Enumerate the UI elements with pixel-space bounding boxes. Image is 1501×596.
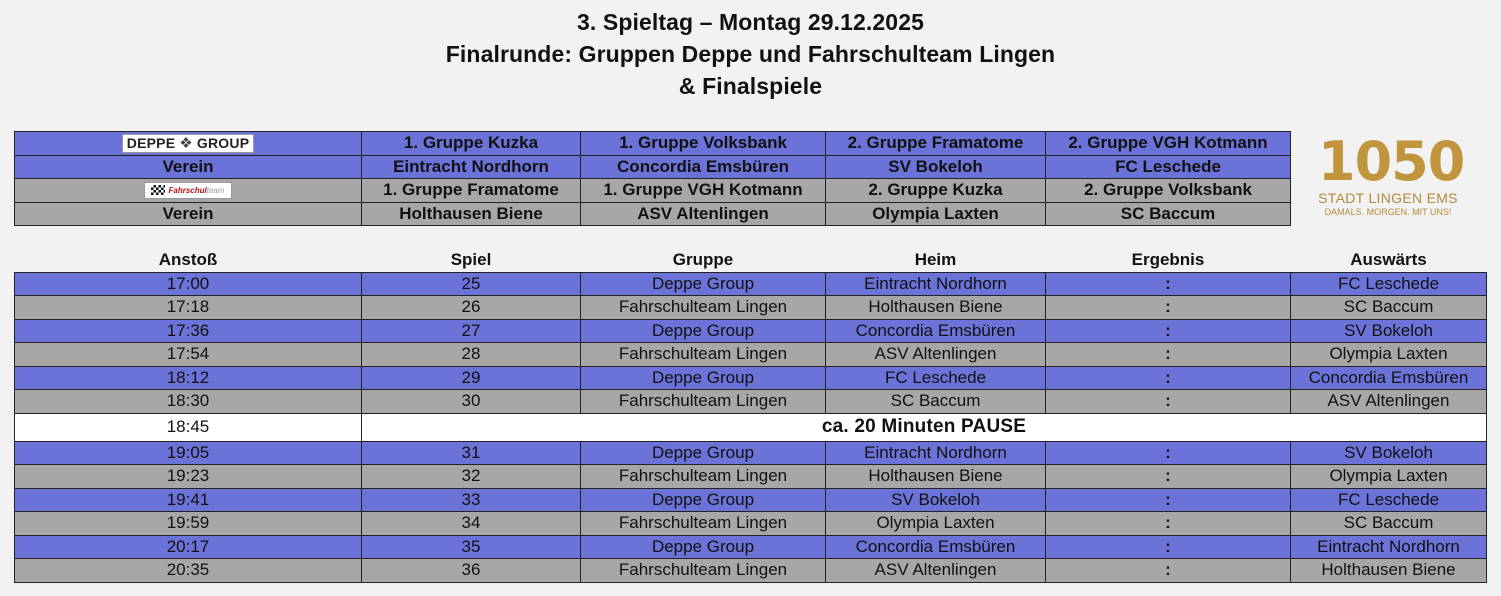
kickoff-time: 19:23 bbox=[15, 465, 362, 489]
groups-row bbox=[15, 132, 1291, 156]
groups-cell: 2. Gruppe Kuzka bbox=[826, 179, 1046, 203]
kickoff-time: 18:30 bbox=[15, 390, 362, 414]
result-cell: : bbox=[1046, 465, 1291, 489]
game-group: Fahrschulteam Lingen bbox=[581, 465, 826, 489]
stadt-logo-slogan: DAMALS. MORGEN. MIT UNS! bbox=[1324, 207, 1452, 217]
stadt-lingen-logo bbox=[1318, 130, 1465, 218]
game-row bbox=[15, 465, 1487, 489]
game-group: Deppe Group bbox=[581, 272, 826, 296]
groups-row-label: Verein bbox=[15, 155, 362, 179]
away-team: Concordia Emsbüren bbox=[1291, 366, 1487, 390]
deppe-logo-text: DEPPE bbox=[126, 135, 176, 152]
game-group: Fahrschulteam Lingen bbox=[581, 390, 826, 414]
deppe-logo-text2: GROUP bbox=[196, 135, 250, 152]
header-group: Gruppe bbox=[672, 250, 734, 270]
groups-row-label: Verein bbox=[15, 202, 362, 226]
groups-cell: 1. Gruppe Framatome bbox=[362, 179, 581, 203]
home-team: ASV Altenlingen bbox=[826, 559, 1046, 583]
away-team: Eintracht Nordhorn bbox=[1291, 535, 1487, 559]
pause-time: 18:45 bbox=[15, 413, 362, 441]
game-number: 25 bbox=[362, 272, 581, 296]
groups-cell: 2. Gruppe Framatome bbox=[826, 132, 1046, 156]
game-group: Deppe Group bbox=[581, 366, 826, 390]
groups-cell: Eintracht Nordhorn bbox=[362, 155, 581, 179]
groups-row bbox=[15, 179, 1291, 203]
game-number: 33 bbox=[362, 488, 581, 512]
game-group: Fahrschulteam Lingen bbox=[581, 296, 826, 320]
game-number: 35 bbox=[362, 535, 581, 559]
header-kickoff: Anstoß bbox=[158, 250, 218, 270]
checkered-flag-icon bbox=[151, 185, 165, 195]
game-row bbox=[15, 296, 1487, 320]
groups-cell: 2. Gruppe Volksbank bbox=[1046, 179, 1291, 203]
home-team: FC Leschede bbox=[826, 366, 1046, 390]
game-number: 36 bbox=[362, 559, 581, 583]
home-team: SV Bokeloh bbox=[826, 488, 1046, 512]
game-number: 26 bbox=[362, 296, 581, 320]
header-away: Auswärts bbox=[1350, 250, 1427, 270]
groups-row-label bbox=[15, 179, 362, 203]
game-group: Deppe Group bbox=[581, 319, 826, 343]
groups-cell: Holthausen Biene bbox=[362, 202, 581, 226]
game-number: 27 bbox=[362, 319, 581, 343]
groups-cell: 1. Gruppe Volksbank bbox=[581, 132, 826, 156]
result-cell: : bbox=[1046, 535, 1291, 559]
groups-cell: FC Leschede bbox=[1046, 155, 1291, 179]
game-number: 34 bbox=[362, 512, 581, 536]
away-team: Holthausen Biene bbox=[1291, 559, 1487, 583]
home-team: Concordia Emsbüren bbox=[826, 319, 1046, 343]
kickoff-time: 18:12 bbox=[15, 366, 362, 390]
game-group: Fahrschulteam Lingen bbox=[581, 512, 826, 536]
game-row bbox=[15, 512, 1487, 536]
game-group: Deppe Group bbox=[581, 488, 826, 512]
game-number: 31 bbox=[362, 441, 581, 465]
game-group: Deppe Group bbox=[581, 535, 826, 559]
title-final-games: & Finalspiele bbox=[678, 73, 823, 99]
fahrschulteam-logo bbox=[144, 182, 231, 199]
game-row bbox=[15, 343, 1487, 367]
result-cell: : bbox=[1046, 272, 1291, 296]
pause-row bbox=[15, 413, 1487, 441]
game-group: Deppe Group bbox=[581, 441, 826, 465]
header-home: Heim bbox=[914, 250, 957, 270]
away-team: FC Leschede bbox=[1291, 488, 1487, 512]
result-cell: : bbox=[1046, 488, 1291, 512]
game-number: 29 bbox=[362, 366, 581, 390]
result-cell: : bbox=[1046, 441, 1291, 465]
game-row bbox=[15, 272, 1487, 296]
result-cell: : bbox=[1046, 319, 1291, 343]
result-cell: : bbox=[1046, 559, 1291, 583]
result-cell: : bbox=[1046, 390, 1291, 414]
game-row bbox=[15, 441, 1487, 465]
groups-cell: Olympia Laxten bbox=[826, 202, 1046, 226]
away-team: SV Bokeloh bbox=[1291, 319, 1487, 343]
result-cell: : bbox=[1046, 512, 1291, 536]
groups-row-label bbox=[15, 132, 362, 156]
game-row bbox=[15, 488, 1487, 512]
pause-text: ca. 20 Minuten PAUSE bbox=[362, 413, 1487, 441]
kickoff-time: 20:17 bbox=[15, 535, 362, 559]
away-team: Olympia Laxten bbox=[1291, 343, 1487, 367]
schedule-header-row bbox=[15, 249, 1487, 272]
result-cell: : bbox=[1046, 343, 1291, 367]
game-row bbox=[15, 390, 1487, 414]
away-team: SC Baccum bbox=[1291, 296, 1487, 320]
groups-cell: SV Bokeloh bbox=[826, 155, 1046, 179]
kickoff-time: 17:18 bbox=[15, 296, 362, 320]
home-team: Concordia Emsbüren bbox=[826, 535, 1046, 559]
away-team: ASV Altenlingen bbox=[1291, 390, 1487, 414]
fahrschulteam-logo-text bbox=[168, 186, 224, 195]
kickoff-time: 17:00 bbox=[15, 272, 362, 296]
game-group: Fahrschulteam Lingen bbox=[581, 559, 826, 583]
groups-cell: ASV Altenlingen bbox=[581, 202, 826, 226]
away-team: SV Bokeloh bbox=[1291, 441, 1487, 465]
deppe-group-logo bbox=[122, 134, 254, 153]
away-team: SC Baccum bbox=[1291, 512, 1487, 536]
page-title-block bbox=[0, 6, 1501, 102]
groups-cell: 1. Gruppe Kuzka bbox=[362, 132, 581, 156]
result-cell: : bbox=[1046, 366, 1291, 390]
home-team: ASV Altenlingen bbox=[826, 343, 1046, 367]
groups-row bbox=[15, 202, 1291, 226]
home-team: Olympia Laxten bbox=[826, 512, 1046, 536]
game-row bbox=[15, 535, 1487, 559]
game-number: 30 bbox=[362, 390, 581, 414]
away-team: FC Leschede bbox=[1291, 272, 1487, 296]
groups-cell: SC Baccum bbox=[1046, 202, 1291, 226]
home-team: SC Baccum bbox=[826, 390, 1046, 414]
stadt-logo-name: STADT LINGEN EMS bbox=[1318, 190, 1458, 206]
game-row bbox=[15, 319, 1487, 343]
schedule-table bbox=[14, 249, 1487, 583]
kickoff-time: 19:59 bbox=[15, 512, 362, 536]
groups-cell: 2. Gruppe VGH Kotmann bbox=[1046, 132, 1291, 156]
header-result: Ergebnis bbox=[1131, 250, 1205, 270]
title-final-round: Finalrunde: Gruppen Deppe und Fahrschulteam Lingen bbox=[445, 41, 1056, 67]
groups-table bbox=[14, 131, 1291, 226]
kickoff-time: 19:05 bbox=[15, 441, 362, 465]
kickoff-time: 20:35 bbox=[15, 559, 362, 583]
home-team: Eintracht Nordhorn bbox=[826, 272, 1046, 296]
kickoff-time: 17:54 bbox=[15, 343, 362, 367]
kickoff-time: 17:36 bbox=[15, 319, 362, 343]
stadt-logo-number: 1050 bbox=[1318, 130, 1465, 193]
header-game: Spiel bbox=[450, 250, 492, 270]
fahr-logo-part1: Fahrschul bbox=[168, 185, 207, 195]
home-team: Eintracht Nordhorn bbox=[826, 441, 1046, 465]
deppe-logo-mark-icon: ❖ bbox=[179, 135, 193, 153]
result-cell: : bbox=[1046, 296, 1291, 320]
home-team: Holthausen Biene bbox=[826, 465, 1046, 489]
away-team: Olympia Laxten bbox=[1291, 465, 1487, 489]
game-number: 32 bbox=[362, 465, 581, 489]
title-matchday: 3. Spieltag – Montag 29.12.2025 bbox=[577, 9, 924, 35]
game-group: Fahrschulteam Lingen bbox=[581, 343, 826, 367]
game-row bbox=[15, 559, 1487, 583]
home-team: Holthausen Biene bbox=[826, 296, 1046, 320]
fahr-logo-part2: team bbox=[206, 185, 225, 195]
game-row bbox=[15, 366, 1487, 390]
groups-cell: 1. Gruppe VGH Kotmann bbox=[581, 179, 826, 203]
kickoff-time: 19:41 bbox=[15, 488, 362, 512]
game-number: 28 bbox=[362, 343, 581, 367]
groups-cell: Concordia Emsbüren bbox=[581, 155, 826, 179]
groups-row bbox=[15, 155, 1291, 179]
